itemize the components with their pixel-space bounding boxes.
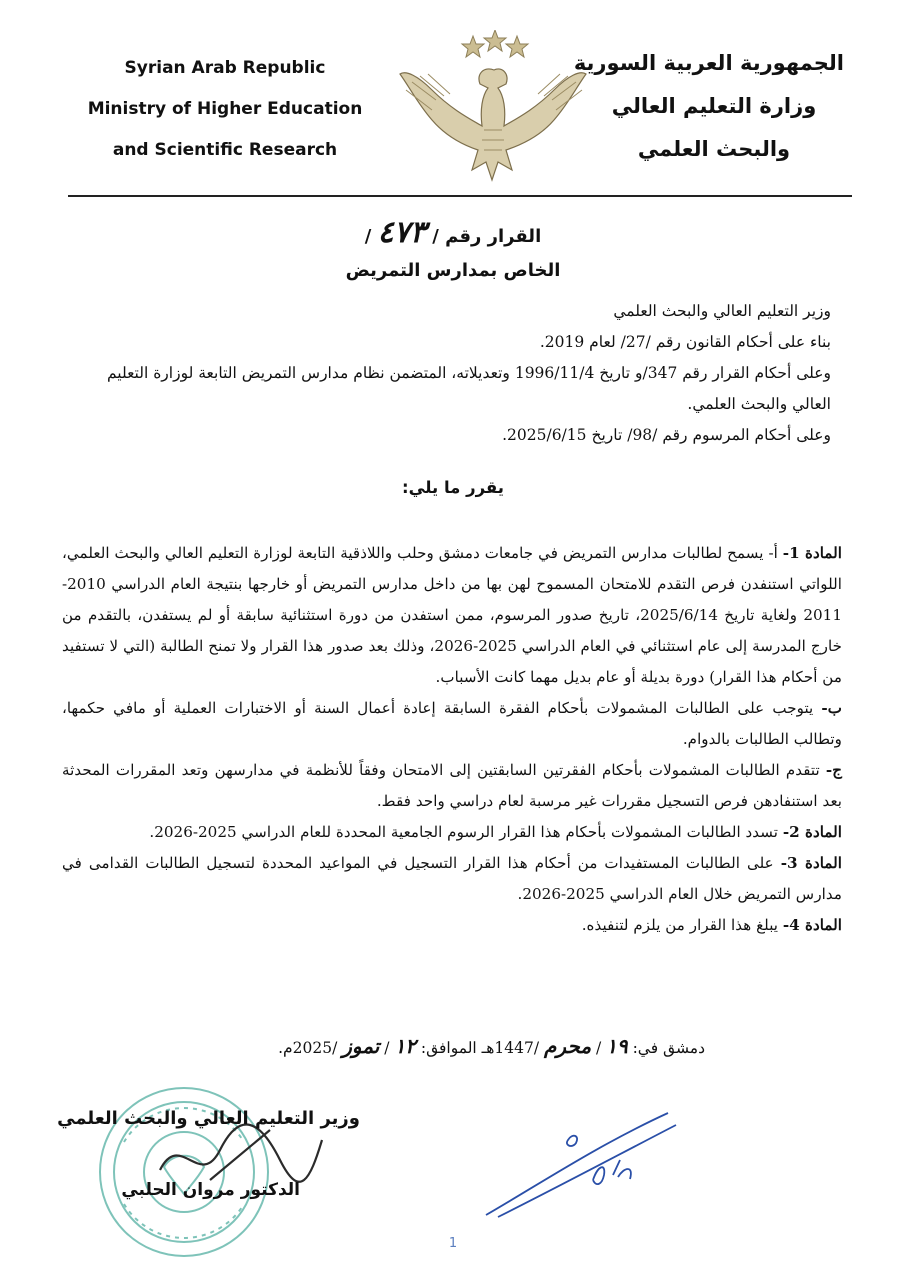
preamble-line: وعلى أحكام المرسوم رقم /98/ تاريخ 2025/6/15. — [502, 426, 831, 444]
decision-number — [0, 215, 906, 250]
date-prefix: دمشق في: — [632, 1039, 705, 1057]
signature-blue — [478, 1105, 678, 1225]
header-divider — [68, 195, 852, 197]
header-ar-line-2: وزارة التعليم العالي — [611, 94, 817, 118]
articles — [62, 538, 842, 941]
signatory-title: وزير التعليم العالي والبحث العلمي — [57, 1108, 360, 1129]
hijri-month: محرم — [544, 1034, 592, 1058]
muwafiq-label: الموافق: — [420, 1039, 477, 1057]
article-2-label: المادة 2- — [782, 823, 842, 841]
preamble-line: بناء على أحكام القانون رقم /27/ لعام 2019. — [539, 333, 831, 351]
article-3-text: على الطالبات المستفيدات من أحكام هذا القرار التسجيل في المواعيد المحددة لتسجيل الطالبات القدامى في مدارس التمريض خلال العام الدراسي 2025-2026. — [62, 854, 842, 903]
decision-number-handwritten: ٤٧٣ — [377, 215, 426, 250]
decision-number-label: القرار رقم / — [432, 226, 542, 247]
decides-heading: يقرر ما يلي: — [402, 478, 504, 497]
header-ar-line-1: الجمهورية العربية السورية — [573, 51, 844, 75]
preamble-line: وعلى أحكام القرار رقم 347/و تاريخ 1996/11/4 وتعديلاته، المتضمن نظام مدارس التمريض التابعة لوزارة التعليم العالي والبحث العلمي. — [106, 364, 831, 413]
greg-day: ١٢ — [394, 1034, 416, 1058]
signatory-name: الدكتور مروان الحلبي — [121, 1180, 300, 1200]
article-1c-label: ج- — [825, 761, 842, 779]
article-1a — [62, 538, 842, 693]
article-2-text: تسدد الطالبات المشمولات بأحكام هذا القرار الرسوم الجامعية المحددة للعام الدراسي 2025-2026. — [149, 823, 779, 841]
article-1b — [62, 693, 842, 755]
article-1c — [62, 755, 842, 817]
preamble-line: وزير التعليم العالي والبحث العلمي — [613, 302, 831, 320]
greg-year: /2025م. — [278, 1039, 338, 1057]
article-4-label: المادة 4- — [782, 916, 842, 934]
header-english — [60, 48, 390, 171]
preamble — [75, 296, 831, 451]
article-1b-label: ب- — [821, 699, 842, 717]
header-en-line-3: and Scientific Research — [112, 140, 338, 160]
article-3-label: المادة 3- — [780, 854, 843, 872]
hijri-day: ١٩ — [606, 1034, 628, 1058]
article-3 — [62, 848, 842, 910]
article-1c-text: تتقدم الطالبات المشمولات بأحكام الفقرتين السابقتين إلى الامتحان وفقاً للأنظمة في مدارسهن وتعد المقررات المحدثة بعد استنفادهن فرص التسجيل مقررات غير مرسبة لعام دراسي واحد فقط. — [62, 761, 842, 810]
date-line: دمشق في: ١٩ / محرم /1447هـ الموافق: ١٢ / تموز /2025م. — [278, 1034, 705, 1058]
header-en-line-2: Ministry of Higher Education — [87, 99, 363, 119]
header-ar-line-3: والبحث العلمي — [637, 137, 791, 161]
decision-subject: الخاص بمدارس التمريض — [345, 260, 561, 281]
header-arabic — [573, 42, 844, 171]
eagle-emblem-icon — [392, 30, 597, 195]
header-en-line-1: Syrian Arab Republic — [124, 58, 326, 78]
hijri-year: /1447هـ — [481, 1039, 540, 1057]
page-number: 1 — [448, 1236, 458, 1251]
article-1a-label: أ- — [768, 544, 778, 562]
article-4 — [62, 910, 842, 941]
article-1-label: المادة 1- — [782, 544, 843, 562]
greg-month: تموز — [342, 1034, 380, 1058]
article-4-text: يبلغ هذا القرار من يلزم لتنفيذه. — [581, 916, 779, 934]
decision-number-suffix: / — [364, 226, 372, 247]
article-1b-text: يتوجب على الطالبات المشمولات بأحكام الفقرة السابقة إعادة أعمال السنة أو الاختبارات العملية أو مافي حكمها، وتطالب الطالبات بالدوام. — [62, 699, 842, 748]
article-1a-text: يسمح لطالبات مدارس التمريض في جامعات دمشق وحلب واللاذقية التابعة لوزارة التعليم العالي والبحث العلمي، اللواتي استنفدن فرص التقدم للامتحان المسموح لهن بها من داخل مدارس التمريض أو خارجها بنتيجة العام الدراسي 2010-2011 ولغاية تاريخ 2025/6/14، تاريخ صدور المرسوم، ممن استفدن من دورة استثنائية سابقة أو لم يستفدن، بالتقدم من خارج المدرسة إلى عام استثنائي في العام الدراسي 2025-2026، وذلك بعد صدور هذا القرار ولا تمنح الطالبة (التي لا تستفيد من أحكام هذا القرار) دورة بديلة أو عام بديل مهما كانت الأسباب. — [62, 544, 842, 686]
article-2 — [62, 817, 842, 848]
